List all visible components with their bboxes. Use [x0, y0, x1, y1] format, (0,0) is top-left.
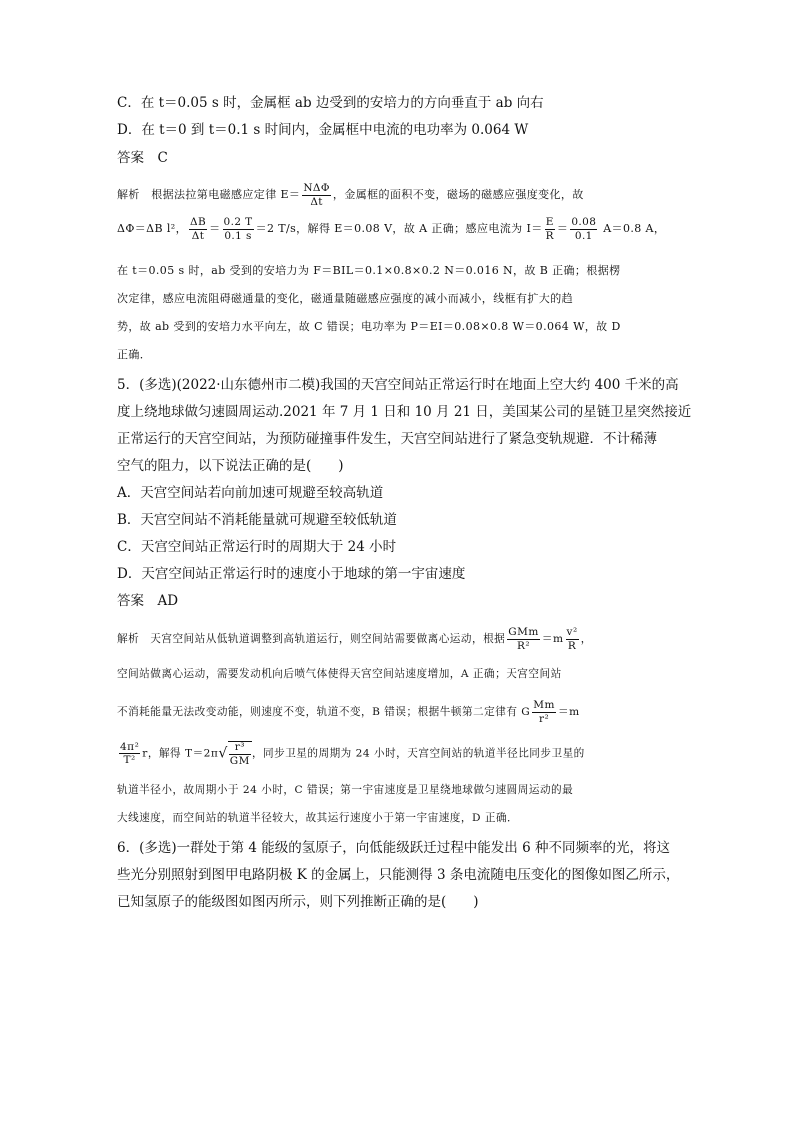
text: 解析 根据法拉第电磁感应定律 E＝ [117, 188, 301, 201]
q5-option-a: A．天宫空间站若向前加速可规避至较高轨道 [117, 485, 384, 501]
denominator: r² [539, 712, 550, 725]
denominator: Δt [310, 195, 323, 208]
text: ΔΦ＝ΔB l²， [117, 222, 188, 235]
text: ，同步卫星的周期为 24 小时，天宫空间站的轨道半径比同步卫星的 [251, 747, 585, 760]
numerator: 0.2 T [223, 216, 253, 228]
fraction [566, 627, 579, 651]
q4-option-d: D．在 t＝0 到 t＝0.1 s 时间内，金属框中电流的电功率为 0.064 W [117, 122, 529, 138]
fraction [223, 217, 254, 241]
numerator: Mm [533, 699, 555, 711]
q6-stem-line-3: 已知氢原子的能级图如图丙所示，则下列推断正确的是( ) [117, 894, 479, 910]
text: ＝2 T/s，解得 E＝0.08 V，故 A 正确；感应电流为 I＝ [255, 222, 543, 235]
q6-stem-line-2: 些光分别照射到图甲电路阴极 K 的金属上，只能测得 3 条电流随电压变化的图像如图乙所示， [117, 867, 680, 883]
numerator: 4π² [120, 740, 140, 753]
numerator: ΔB [190, 216, 207, 228]
q5-analysis-line-2: 空间站做离心运动，需要发动机向后喷气体使得天宫空间站速度增加，A 正确；天宫空间站 [117, 668, 562, 680]
text: ＝ [209, 222, 221, 235]
numerator: E [545, 216, 554, 228]
text: 不消耗能量无法改变动能，则速度不变，轨道不变，B 错误；根据牛顿第二定律有 G [117, 706, 531, 718]
text: ＝m [557, 706, 580, 718]
numerator: GMm [508, 626, 539, 638]
fraction [532, 700, 556, 724]
q5-answer: 答案 AD [117, 593, 179, 609]
numerator: r³ [229, 742, 251, 755]
text: ＝m [541, 633, 564, 645]
q5-analysis-line-1 [117, 627, 592, 651]
q5-stem-line-4: 空气的阻力，以下说法正确的是( ) [117, 458, 344, 474]
text: ，金属框的面积不变，磁场的磁感应强度变化，故 [332, 188, 584, 201]
q4-analysis-line-1 [117, 183, 584, 207]
fraction [189, 217, 207, 241]
q5-analysis-line-6: 大线速度，而空间站的轨道半径较大，故其运行速度小于第一宇宙速度，D 正确． [117, 812, 519, 824]
q4-analysis-line-2 [117, 217, 665, 241]
q5-option-c: C．天宫空间站正常运行时的周期大于 24 小时 [117, 539, 397, 555]
q4-answer: 答案 C [117, 150, 168, 166]
denominator: GM [229, 754, 250, 767]
denominator: 0.1 [574, 229, 593, 242]
denominator: T² [123, 754, 136, 766]
q5-stem-line-2: 度上绕地球做匀速圆周运动.2021 年 7 月 1 日和 10 月 21 日，美国某公司的星链卫星突然接近 [117, 404, 692, 420]
q5-stem-line-1: 5．(多选)(2022·山东德州市二模)我国的天宫空间站正常运行时在地面上空大约 400 千米的高 [117, 377, 679, 393]
fraction [545, 217, 555, 241]
q4-analysis-line-3: 在 t＝0.05 s 时，ab 受到的安培力为 F＝BIL＝0.1×0.8×0.2 N＝0.016 N，故 B 正确；根据楞 [117, 264, 621, 277]
q5-analysis-line-3 [117, 700, 580, 724]
q5-stem-line-3: 正常运行的天宫空间站，为预防碰撞事件发生，天宫空间站进行了紧急变轨规避．不计稀薄 [117, 431, 657, 447]
denominator: R² [517, 639, 531, 652]
fraction [507, 627, 540, 651]
q4-analysis-line-5: 势，故 ab 受到的安培力水平向左，故 C 错误；电功率为 P＝EI＝0.08×0.8 W＝0.064 W，故 D [117, 320, 621, 333]
q5-analysis-line-4 [117, 741, 585, 766]
fraction [570, 217, 597, 241]
text: A＝0.8 A， [599, 222, 666, 235]
q5-option-d: D．天宫空间站正常运行时的速度小于地球的第一宇宙速度 [117, 566, 466, 582]
q4-analysis-line-4: 次定律，感应电流阻碍磁通量的变化，磁通量随磁感应强度的减小而减小，线框有扩大的趋 [117, 292, 573, 305]
text: 解析 天宫空间站从低轨道调整到高轨道运行，则空间站需要做离心运动，根据 [117, 633, 506, 645]
numerator: NΔΦ [303, 182, 330, 194]
q4-option-c: C．在 t＝0.05 s 时，金属框 ab 边受到的安培力的方向垂直于 ab 向右 [117, 95, 544, 111]
fraction [119, 742, 140, 766]
text: r，解得 T＝2π [142, 747, 219, 760]
text: ＝ [556, 222, 569, 235]
numerator: v² [566, 626, 578, 638]
q5-analysis-line-5: 轨道半径小，故周期小于 24 小时，C 错误；第一宇宙速度是卫星绕地球做匀速圆周运动的最 [117, 784, 574, 796]
fraction [302, 183, 331, 207]
denominator: Δt [191, 229, 205, 242]
denominator: R [567, 639, 577, 652]
q4-analysis-line-6: 正确． [117, 348, 152, 361]
text: ， [580, 633, 592, 645]
denominator: 0.1 s [224, 229, 252, 242]
square-root: √ $\frac{\text{r³}}{GM}$ [218, 741, 250, 767]
q6-stem-line-1: 6．(多选)一群处于第 4 能级的氢原子，向低能级跃迁过程中能发出 6 种不同频率的光，将这 [117, 840, 670, 856]
numerator: 0.08 [571, 216, 597, 228]
q5-option-b: B．天宫空间站不消耗能量就可规避至较低轨道 [117, 512, 397, 528]
fraction [229, 742, 251, 766]
denominator: R [545, 229, 554, 242]
